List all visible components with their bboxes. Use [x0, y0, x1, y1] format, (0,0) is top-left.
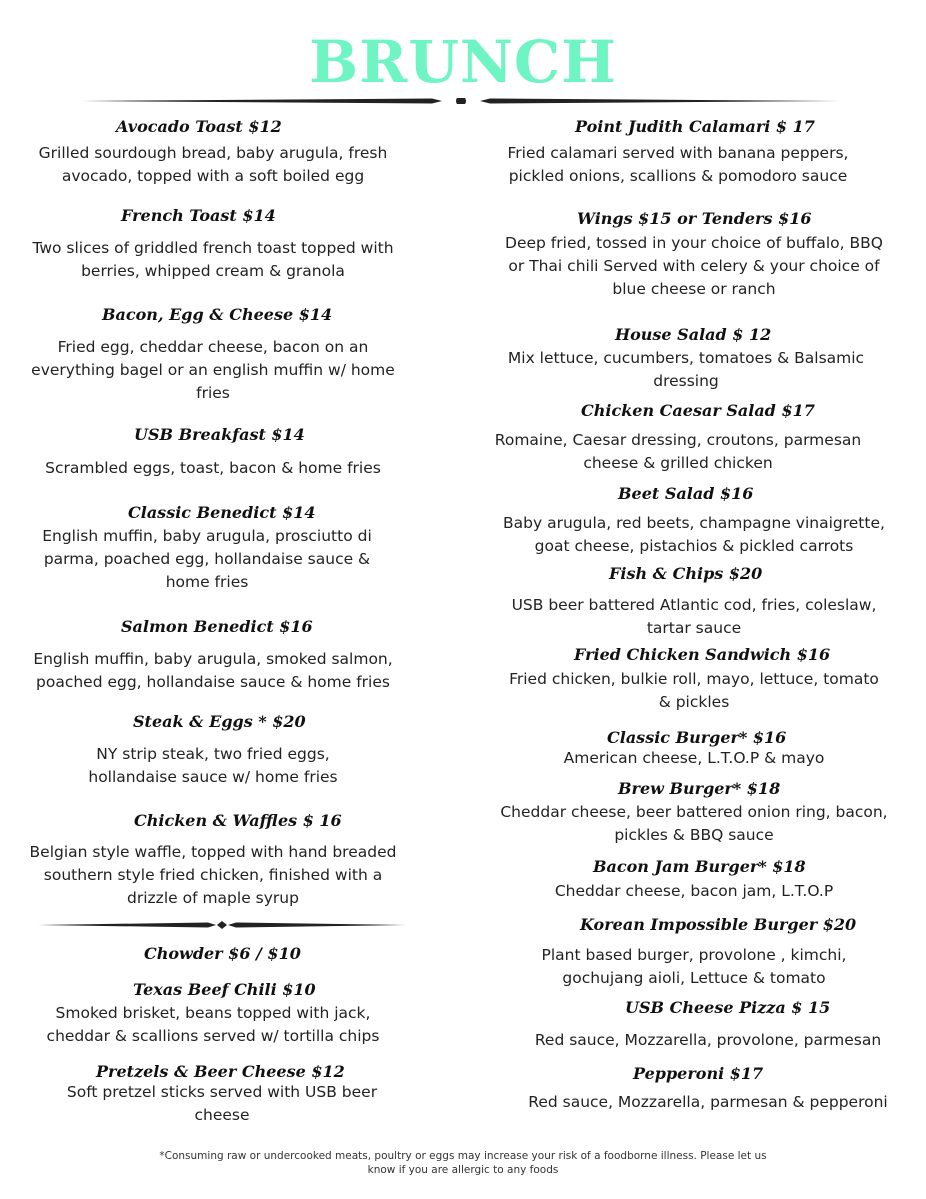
- item-description: Red sauce, Mozzarella, provolone, parmesan: [534, 1031, 882, 1049]
- item-description: Romaine, Caesar dressing, croutons, parmesan cheese & grilled chicken: [494, 431, 862, 472]
- item-description: Scrambled eggs, toast, bacon & home fries: [45, 459, 381, 477]
- menu-item: [510, 998, 906, 1052]
- item-description: Fried chicken, bulkie roll, mayo, lettuce, tomato & pickles: [509, 670, 879, 711]
- item-name: Brew Burger* $18: [618, 779, 781, 798]
- item-description: Plant based burger, provolone , kimchi, gochujang aioli, Lettuce & tomato: [541, 946, 847, 987]
- item-name: Bacon Jam Burger* $18: [593, 857, 806, 876]
- section-divider: [38, 921, 406, 929]
- menu-item: [28, 811, 398, 910]
- item-name: Point Judith Calamari $ 17: [575, 117, 815, 136]
- item-description: English muffin, baby arugula, smoked salmon, poached egg, hollandaise sauce & home fries: [33, 650, 393, 691]
- item-description: Mix lettuce, cucumbers, tomatoes & Balsamic dressing: [507, 349, 865, 390]
- item-description: Red sauce, Mozzarella, parmesan & pepperoni: [528, 1093, 888, 1111]
- item-name: Salmon Benedict $16: [121, 617, 313, 636]
- item-description: Belgian style waffle, topped with hand breaded southern style fried chicken, finished with a drizzle of maple syrup: [29, 843, 397, 907]
- menu-item: [496, 728, 892, 770]
- item-description: Cheddar cheese, bacon jam, L.T.O.P: [554, 882, 834, 900]
- item-name: USB Breakfast $14: [134, 425, 305, 444]
- menu-item: [492, 779, 896, 847]
- item-name: Beet Salad $16: [618, 484, 754, 503]
- item-name: Fried Chicken Sandwich $16: [574, 645, 831, 664]
- item-name: French Toast $14: [121, 206, 276, 225]
- item-name: Chicken & Waffles $ 16: [134, 811, 342, 830]
- item-name: Fish & Chips $20: [609, 564, 763, 583]
- item-name: USB Cheese Pizza $ 15: [625, 998, 831, 1017]
- menu-item: [496, 325, 876, 393]
- item-description: Fried egg, cheddar cheese, bacon on an everything bagel or an english muffin w/ home fries: [31, 338, 395, 402]
- menu-item: [28, 944, 398, 963]
- menu-item: [510, 1064, 906, 1114]
- menu-item: [28, 425, 398, 480]
- menu-item: [26, 617, 400, 694]
- item-description: Grilled sourdough bread, baby arugula, fresh avocado, topped with a soft boiled egg: [38, 144, 388, 185]
- menu-item: [496, 857, 892, 903]
- item-description: Fried calamari served with banana peppers, pickled onions, scallions & pomodoro sauce: [507, 144, 849, 185]
- item-name: House Salad $ 12: [615, 325, 772, 344]
- item-description: English muffin, baby arugula, prosciutto di parma, poached egg, hollandaise sauce & home fries: [42, 527, 372, 591]
- menu-item: [496, 484, 892, 558]
- item-name: Wings $15 or Tenders $16: [577, 209, 812, 228]
- top-divider: [82, 98, 840, 104]
- footer-disclaimer: *Consuming raw or undercooked meats, poultry or eggs may increase your risk of a foodborne illness. Please let us know if you are allergic to any foods: [159, 1150, 767, 1176]
- item-name: Classic Burger* $16: [607, 728, 787, 747]
- menu-item: [28, 980, 398, 1048]
- menu-item: [496, 564, 892, 640]
- menu-item: [25, 305, 401, 405]
- item-description: Smoked brisket, beans topped with jack, cheddar & scallions served w/ tortilla chips: [46, 1004, 380, 1045]
- item-description: Baby arugula, red beets, champagne vinaigrette, goat cheese, pistachios & pickled carrots: [503, 514, 885, 555]
- menu-item: [28, 712, 398, 789]
- page-title: BRUNCH: [309, 28, 617, 96]
- item-description: Two slices of griddled french toast topped with berries, whipped cream & granola: [32, 239, 394, 280]
- item-name: Korean Impossible Burger $20: [580, 915, 857, 934]
- menu-item: [496, 645, 892, 714]
- item-description: USB beer battered Atlantic cod, fries, coleslaw, tartar sauce: [511, 596, 877, 637]
- menu-item: [28, 503, 398, 594]
- item-name: Bacon, Egg & Cheese $14: [102, 305, 333, 324]
- item-description: Cheddar cheese, beer battered onion ring, bacon, pickles & BBQ sauce: [500, 803, 888, 844]
- menu-item: [488, 401, 868, 475]
- item-name: Chowder $6 / $10: [144, 944, 301, 963]
- item-description: Deep fried, tossed in your choice of buffalo, BBQ or Thai chili Served with celery & your choice of blue cheese or ranch: [505, 234, 883, 298]
- menu-item: [28, 206, 398, 283]
- item-name: Classic Benedict $14: [128, 503, 316, 522]
- menu-item: [496, 915, 892, 990]
- item-name: Pepperoni $17: [633, 1064, 764, 1083]
- item-description: American cheese, L.T.O.P & mayo: [563, 749, 825, 767]
- menu-item: [490, 117, 866, 188]
- item-name: Pretzels & Beer Cheese $12: [96, 1062, 345, 1081]
- item-description: NY strip steak, two fried eggs, hollandaise sauce w/ home fries: [88, 745, 338, 786]
- menu-item: [37, 1062, 407, 1127]
- item-description: Soft pretzel sticks served with USB beer cheese: [66, 1083, 378, 1124]
- item-name: Chicken Caesar Salad $17: [581, 401, 815, 420]
- item-name: Steak & Eggs * $20: [133, 712, 306, 731]
- item-name: Avocado Toast $12: [116, 117, 282, 136]
- item-name: Texas Beef Chili $10: [133, 980, 316, 999]
- menu-item: [496, 209, 892, 301]
- menu-item: [28, 117, 398, 188]
